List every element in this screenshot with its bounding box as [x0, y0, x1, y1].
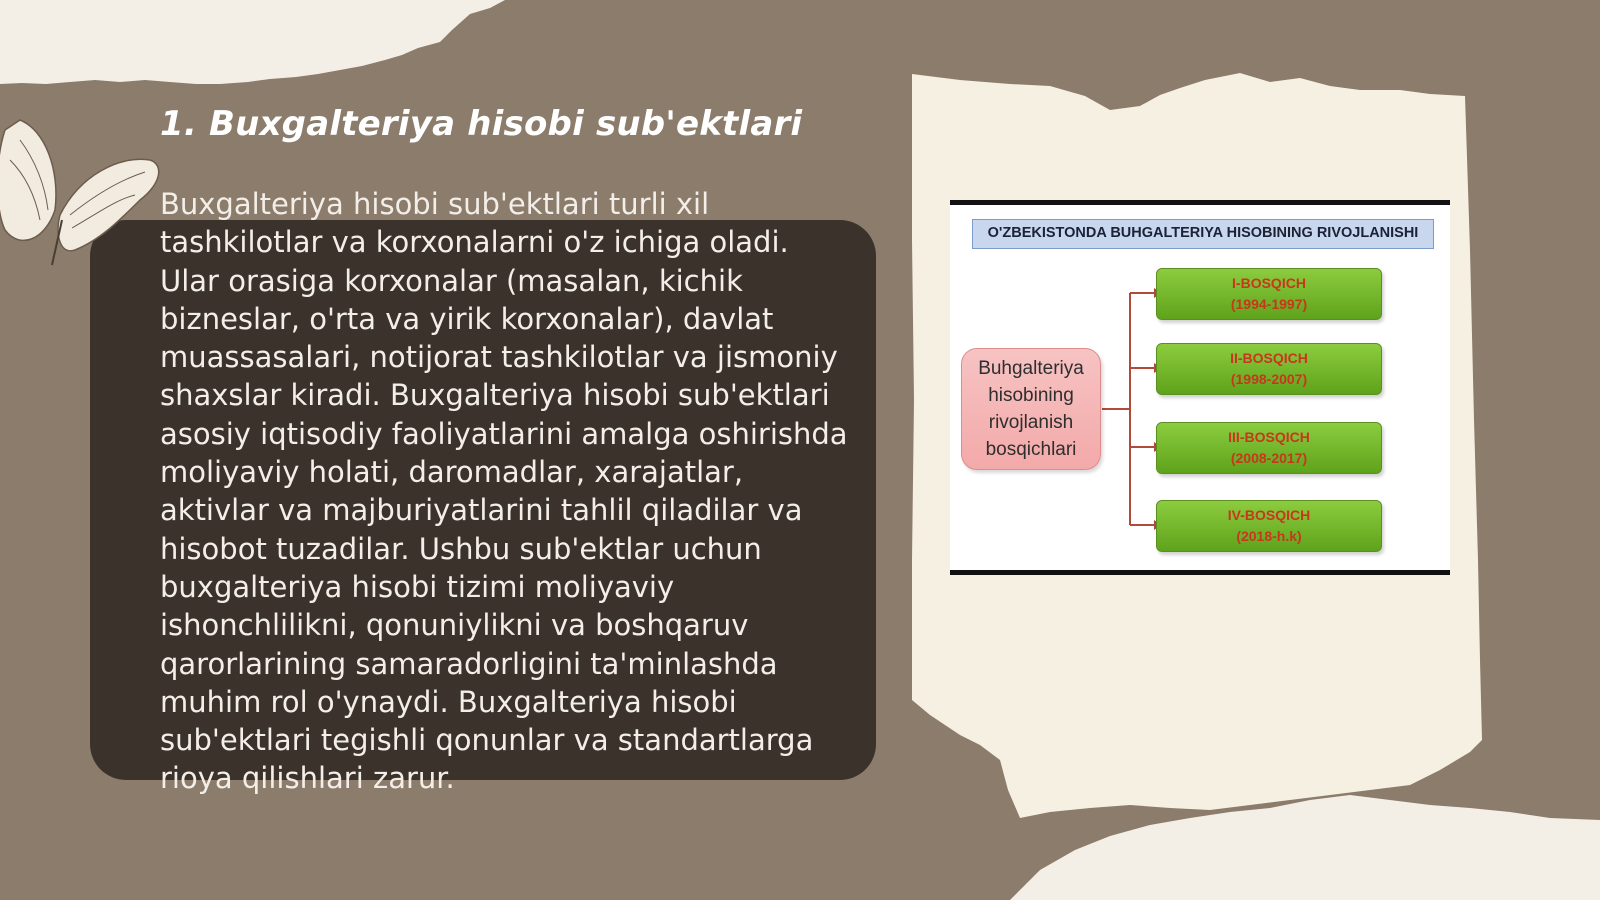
slide-body-text: Buxgalteriya hisobi sub'ektlari turli xil tashkilotlar va korxonalarni o'z ichiga oladi. Ular orasiga korxonalar (masalan, kichik bizneslar, o'rta va yirik korxonalar), davlat muassasalari, notijorat tashkilotlar va jismoniy shaxslar kiradi. Buxgalteriya hisobi sub'ektlari asosiy iqtisodiy faoliyatlarini amalga oshirishda moliyaviy holati, daromadlar, xarajatlar, aktivlar va majburiyatlarini tahlil qiladilar va hisobot tuzadilar. Ushbu sub'ektlar uchun buxgalteriya hisobi tizimi moliyaviy ishonchlilikni, qonuniylikni va boshqaruv qarorlarining samaradorligini ta'minlashda muhim rol o'ynaydi. Buxgalteriya hisobi sub'ektlari tegishli qonunlar va standartlarga rioya qilishlari zarur. [160, 187, 848, 796]
stage-box [1156, 343, 1382, 395]
stage-name: III-BOSQICH [1228, 429, 1310, 445]
stage-name: IV-BOSQICH [1227, 507, 1311, 523]
stage-box [1156, 500, 1382, 552]
diagram-header: O'ZBEKISTONDA BUHGALTERIYA HISOBINING RIVOJLANISHI [972, 219, 1434, 249]
stage-period: (1998-2007) [1230, 371, 1308, 387]
stage-box [1156, 422, 1382, 474]
stage-period: (1994-1997) [1230, 296, 1308, 312]
stage-period: (2008-2017) [1230, 450, 1308, 466]
stage-box [1156, 268, 1382, 320]
stage-name: II-BOSQICH [1230, 350, 1308, 366]
stage-period: (2018-h.k) [1236, 528, 1302, 544]
source-box: Buhgalteriya hisobining rivojlanish bosqichlari [961, 348, 1101, 470]
stage-name: I-BOSQICH [1232, 275, 1306, 291]
slide-title: 1. Buxgalteriya hisobi sub'ektlari [160, 104, 803, 144]
development-stages-diagram [950, 200, 1450, 575]
